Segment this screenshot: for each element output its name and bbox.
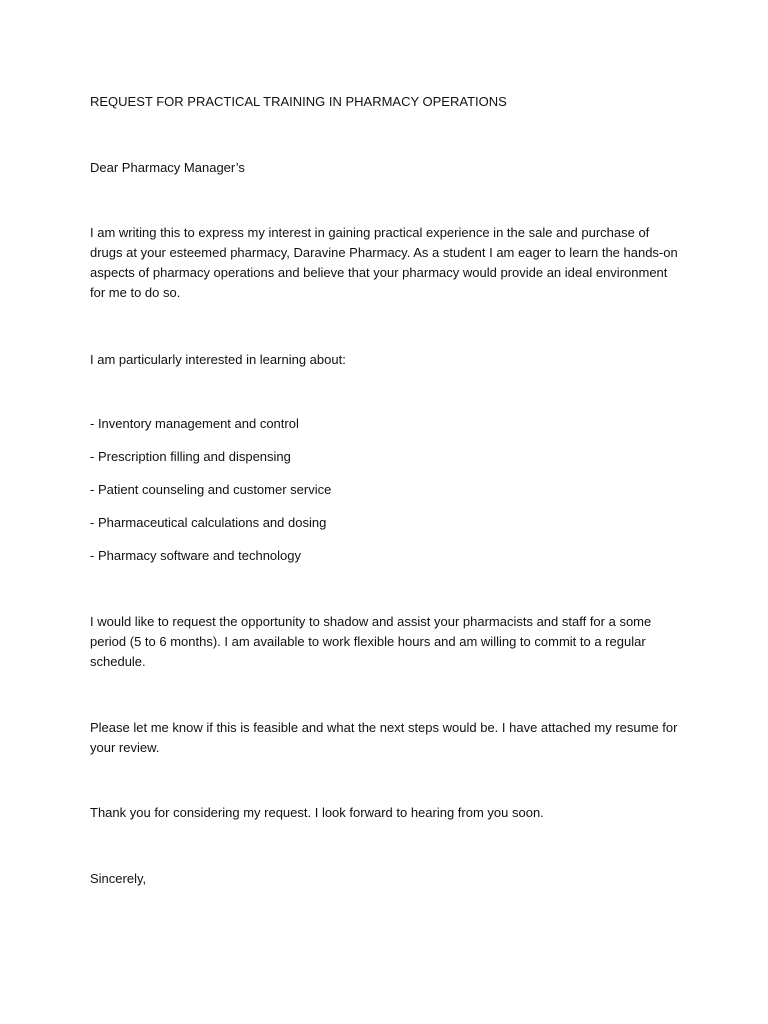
- paragraph-request: I would like to request the opportunity to shadow and assist your pharmacists and staff for a some period (5 to 6 months). I am available to work flexible hours and am willing to commit to a regular schedule.: [90, 614, 652, 669]
- list-item: - Patient counseling and customer service: [90, 482, 332, 497]
- paragraph-thanks: Thank you for considering my request. I look forward to hearing from you soon.: [90, 805, 544, 820]
- paragraph-intro: I am writing this to express my interest in gaining practical experience in the sale and purchase of drugs at your esteemed pharmacy, Daravine Pharmacy. As a student I am eager to learn the hands-on aspects of pharmacy operations and believe that your pharmacy would provide an ideal environment for me to do so.: [90, 225, 678, 300]
- list-item: - Pharmacy software and technology: [90, 548, 301, 563]
- list-intro: I am particularly interested in learning about:: [90, 352, 346, 367]
- paragraph-next-steps: Please let me know if this is feasible and what the next steps would be. I have attached my resume for your review.: [90, 720, 678, 755]
- list-item: - Prescription filling and dispensing: [90, 449, 291, 464]
- salutation: Dear Pharmacy Manager’s: [90, 160, 245, 175]
- interest-list: [90, 414, 680, 579]
- list-item: - Inventory management and control: [90, 416, 299, 431]
- signoff: Sincerely,: [90, 871, 147, 886]
- letter-title: REQUEST FOR PRACTICAL TRAINING IN PHARMACY OPERATIONS: [90, 94, 507, 109]
- list-item: - Pharmaceutical calculations and dosing: [90, 515, 327, 530]
